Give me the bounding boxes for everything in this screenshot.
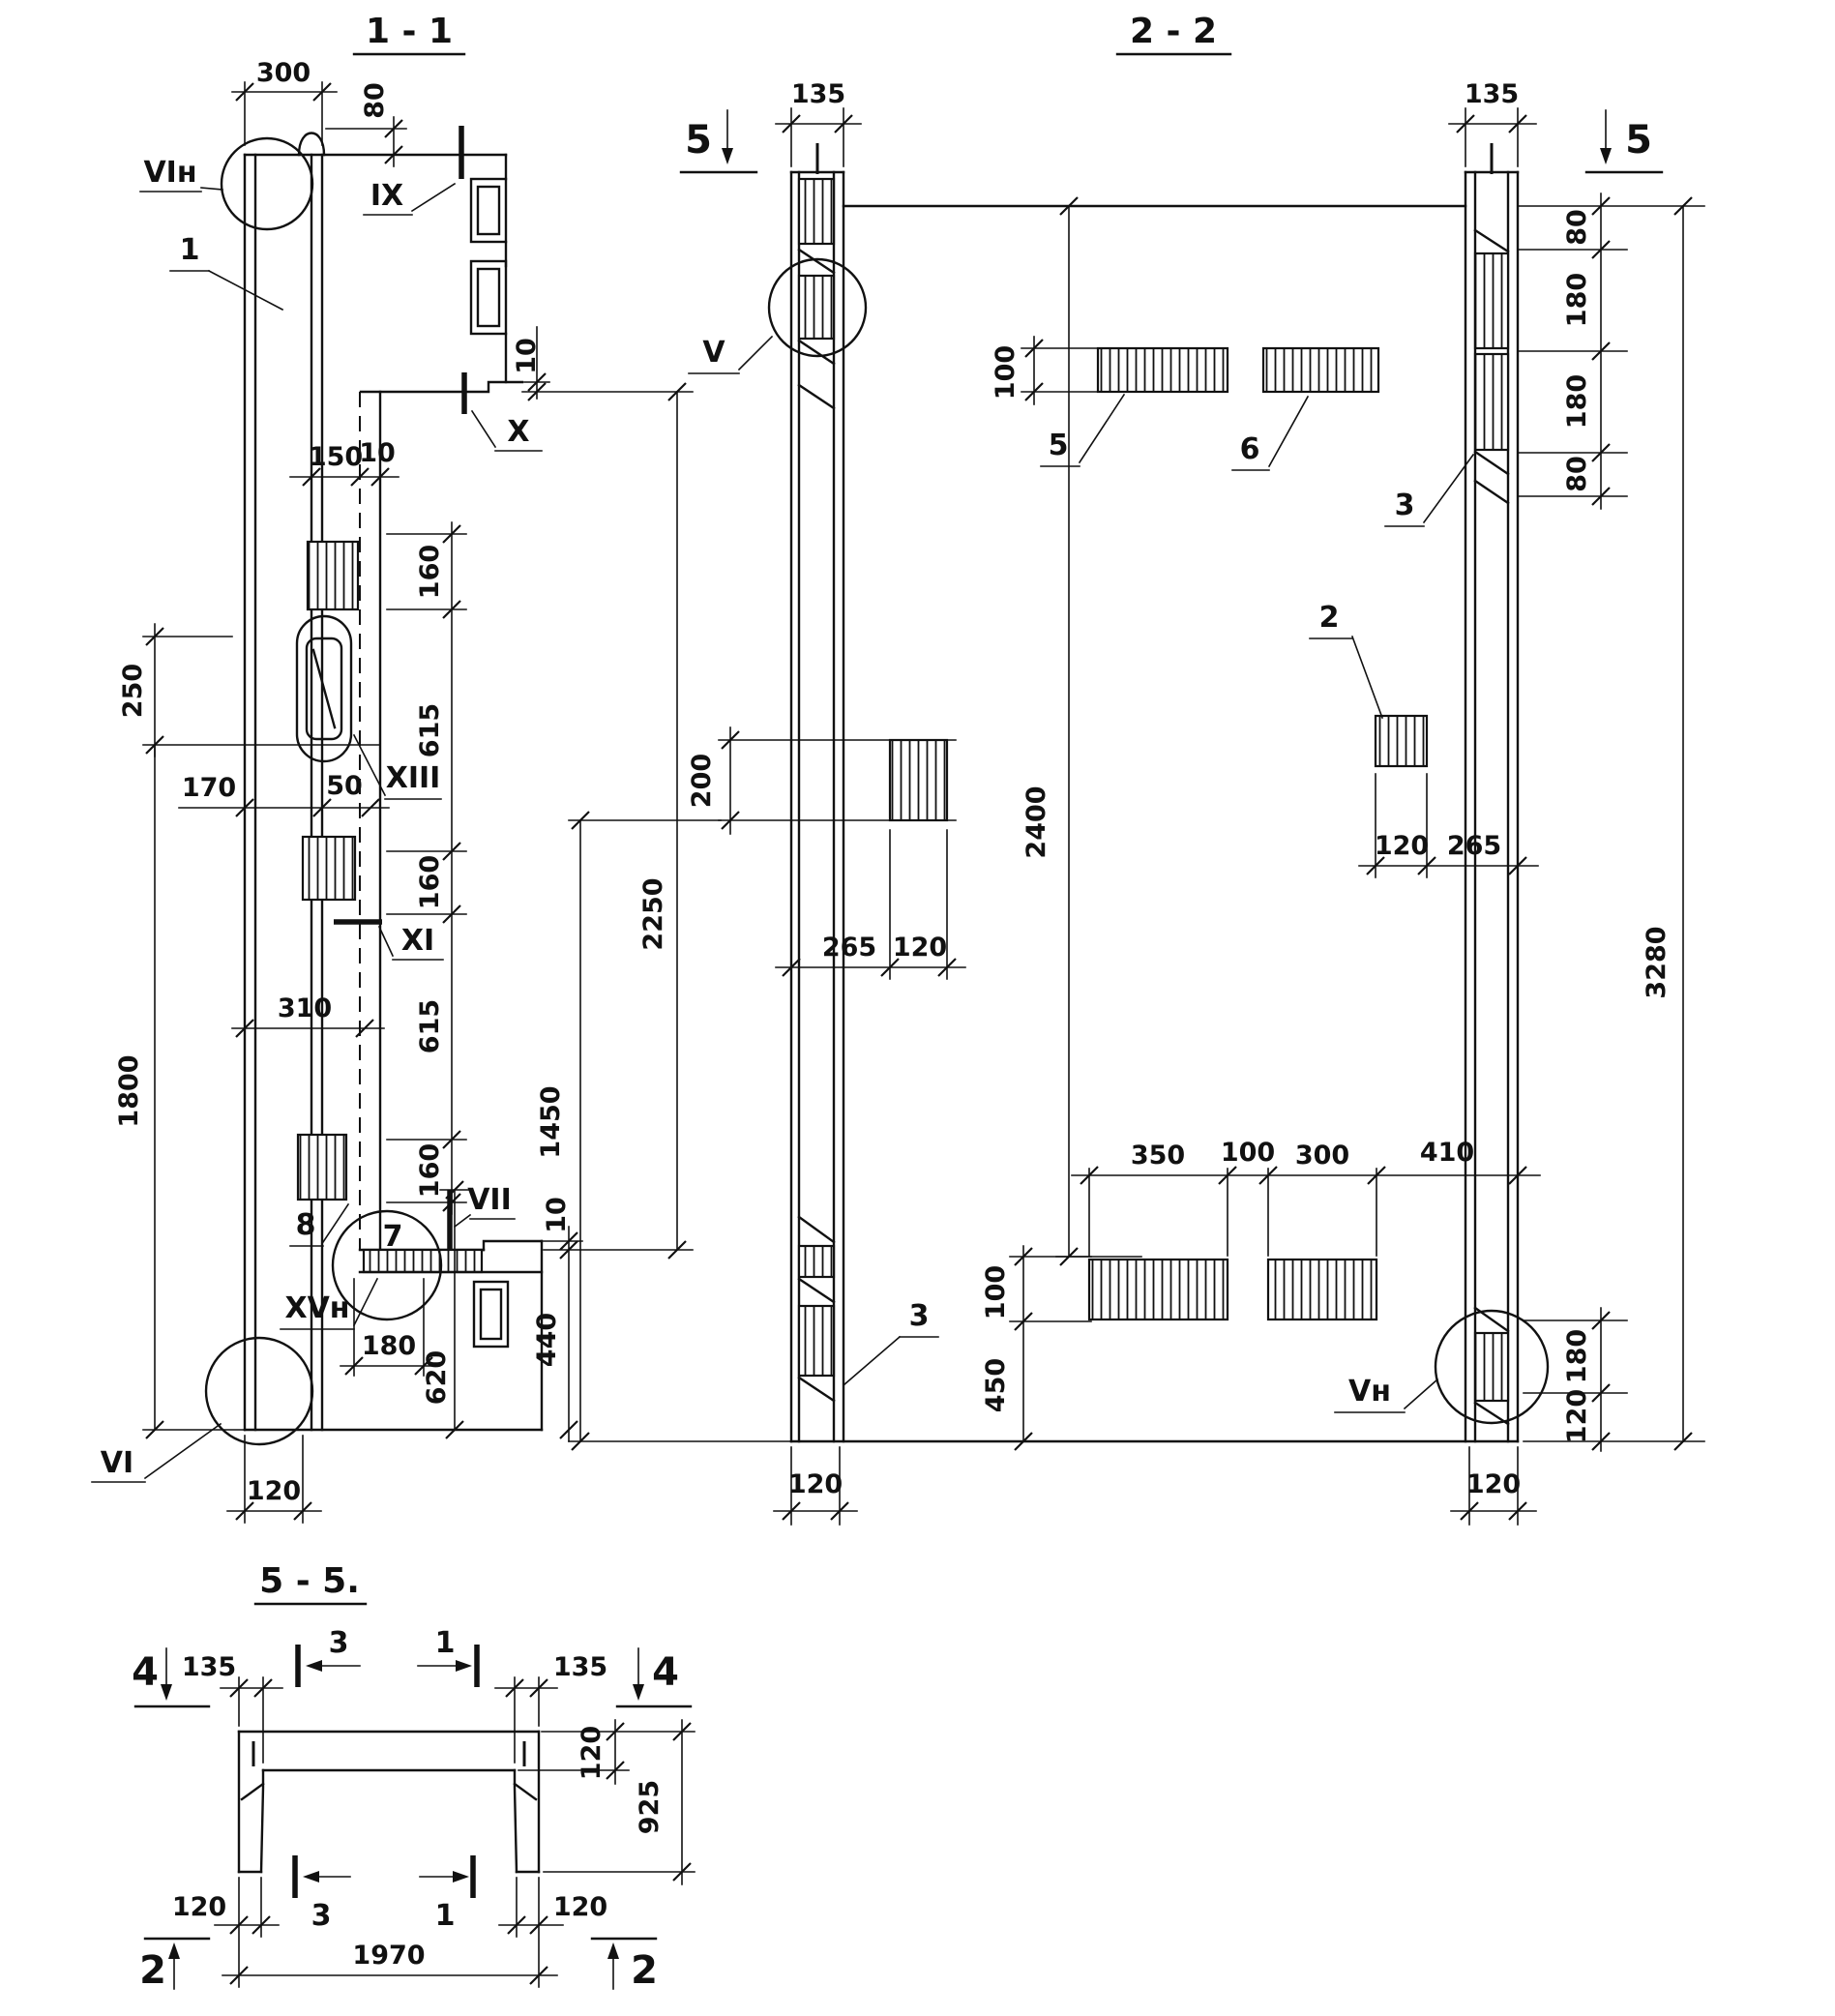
dim-440: 440	[532, 1312, 562, 1368]
marker-3-bot: 3	[311, 1899, 332, 1933]
section-2-2-title: 2 - 2	[1129, 12, 1218, 51]
ref-vn: Vн	[1348, 1375, 1391, 1408]
dim-410: 410	[1419, 1138, 1475, 1168]
weld-strip	[1098, 348, 1228, 392]
rib-anchor	[1475, 1333, 1508, 1401]
section-5-5-title: 5 - 5.	[259, 1561, 360, 1601]
ref-xi: XI	[400, 924, 435, 958]
dim-80: 80	[360, 82, 390, 119]
panel-contour-2-2	[769, 143, 1548, 1441]
dim-1450: 1450	[536, 1085, 566, 1159]
dim-200: 200	[687, 753, 717, 809]
dim-80b: 80	[1562, 456, 1592, 492]
detail-circle-vin	[222, 138, 312, 229]
dim-135-left: 135	[181, 1652, 237, 1682]
dim-265-right: 265	[1446, 831, 1502, 861]
dim-300: 300	[255, 58, 311, 88]
part-8: 8	[295, 1208, 316, 1242]
anchor-plate	[890, 740, 947, 820]
dim-150: 150	[308, 442, 364, 472]
dim-120c: 120	[1562, 1388, 1592, 1444]
marker-1-top: 1	[434, 1626, 456, 1660]
dim-300: 300	[1294, 1141, 1350, 1171]
part-3-top: 3	[1394, 489, 1415, 522]
edge-notch	[471, 261, 506, 334]
dim-615a: 615	[415, 702, 445, 758]
channel-contour-5-5	[239, 1732, 539, 1872]
dim-120-bot-left: 120	[787, 1469, 844, 1499]
edge-notch	[471, 179, 506, 242]
ref-vii: VII	[467, 1183, 512, 1217]
dim-250: 250	[118, 663, 148, 719]
dim-120-bot-left: 120	[171, 1892, 227, 1922]
weld-strip	[1268, 1260, 1376, 1319]
dim-620: 620	[422, 1349, 452, 1406]
dim-180a: 180	[1562, 272, 1592, 328]
rib-anchor	[799, 276, 834, 339]
lifting-loop	[299, 133, 324, 156]
dims-5-5	[132, 1626, 695, 1993]
dim-80a: 80	[1562, 209, 1592, 246]
marker-5-right: 5	[1625, 118, 1652, 163]
ref-v: V	[702, 336, 725, 370]
dim-3280: 3280	[1642, 926, 1672, 999]
marker-1-bot: 1	[434, 1899, 456, 1933]
weld-strip	[1263, 348, 1378, 392]
dim-160a: 160	[415, 544, 445, 600]
dim-100-bot: 100	[1220, 1138, 1276, 1168]
dim-160b: 160	[415, 854, 445, 910]
dim-615b: 615	[415, 998, 445, 1054]
dim-2400: 2400	[1021, 786, 1051, 859]
dim-100-top: 100	[991, 344, 1021, 400]
marker-4-right: 4	[652, 1650, 679, 1695]
rib-anchor	[799, 1306, 834, 1376]
dim-160c: 160	[415, 1142, 445, 1199]
part-5: 5	[1048, 429, 1069, 462]
dim-120-right: 120	[1374, 831, 1430, 861]
ref-xvn: XVн	[284, 1291, 350, 1325]
anchor-plate	[298, 1135, 346, 1200]
dim-170: 170	[181, 773, 237, 803]
rib-contour-1-1	[206, 126, 542, 1444]
dim-180: 180	[361, 1331, 417, 1361]
marker-2-right: 2	[631, 1948, 658, 1993]
dim-180b: 180	[1562, 373, 1592, 430]
part-2: 2	[1318, 601, 1340, 635]
part-3-bot: 3	[908, 1299, 930, 1333]
part-1: 1	[179, 233, 200, 267]
dim-120-bot-right: 120	[1465, 1469, 1522, 1499]
dim-180c: 180	[1562, 1328, 1592, 1384]
dim-100-mid: 100	[981, 1264, 1011, 1320]
dim-120: 120	[246, 1476, 302, 1506]
detail-circle-vi	[206, 1338, 312, 1444]
toothed-flange	[364, 1250, 482, 1272]
marker-2-left: 2	[139, 1948, 166, 1993]
rib-anchor	[799, 179, 834, 244]
dim-1970: 1970	[352, 1941, 426, 1971]
rib-anchor	[799, 1246, 834, 1277]
dim-135-left: 135	[790, 79, 846, 109]
dim-2250: 2250	[638, 877, 668, 951]
dim-350: 350	[1130, 1141, 1186, 1171]
marker-4-left: 4	[132, 1650, 159, 1695]
ref-ix: IX	[370, 179, 404, 213]
section-5-5	[132, 1561, 695, 1993]
ref-vi: VI	[100, 1446, 134, 1480]
dim-135-right: 135	[552, 1652, 608, 1682]
marker-3-top: 3	[328, 1626, 349, 1660]
dim-265-left: 265	[821, 933, 877, 963]
dim-135-right: 135	[1464, 79, 1520, 109]
ref-xiii: XIII	[385, 761, 441, 795]
dim-120-left: 120	[892, 933, 948, 963]
section-1-1	[92, 12, 693, 1523]
rib-anchor	[1475, 354, 1508, 450]
dim-10-step-top: 10	[512, 338, 542, 374]
ref-x: X	[507, 415, 530, 449]
part-7: 7	[382, 1220, 403, 1254]
dim-310: 310	[277, 993, 333, 1023]
weld-strip	[1089, 1260, 1228, 1319]
anchor-plate	[1376, 716, 1427, 766]
dim-50: 50	[326, 771, 363, 801]
dim-120-top: 120	[577, 1725, 607, 1781]
rib-anchor	[1475, 253, 1508, 348]
dim-120-bot-right: 120	[552, 1892, 608, 1922]
edge-notch	[474, 1282, 508, 1347]
dim-10-step-bot: 10	[542, 1197, 572, 1233]
part-6: 6	[1239, 432, 1260, 466]
dim-1800: 1800	[114, 1054, 144, 1128]
dim-450: 450	[981, 1357, 1011, 1413]
ref-vin: VIн	[143, 156, 197, 190]
dim-10-gap: 10	[359, 438, 396, 468]
anchor-plate	[308, 542, 358, 609]
section-2-2	[536, 12, 1704, 1525]
dim-925: 925	[635, 1779, 665, 1835]
anchor-plate	[303, 837, 355, 900]
section-1-1-title: 1 - 1	[365, 12, 454, 51]
marker-5-left: 5	[685, 118, 712, 163]
